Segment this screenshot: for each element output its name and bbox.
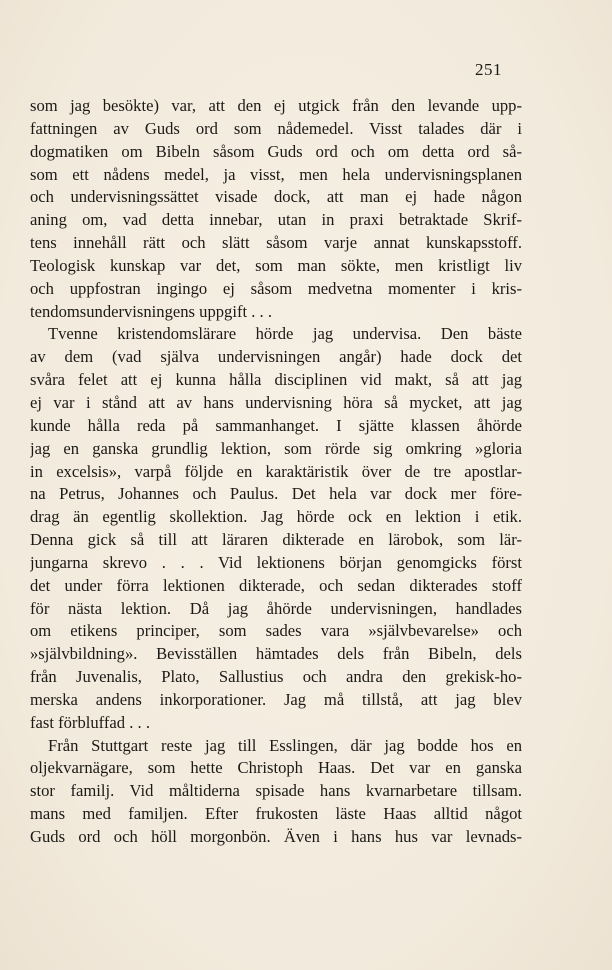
text-line: oljekvarnägare, som hette Christoph Haas. Det var en ganska	[30, 758, 522, 778]
text-line: och uppfostran ingingo ej såsom medvetna momenter i kris-	[30, 278, 522, 298]
text-line: Guds ord och höll morgonbön. Även i hans hus var levnads-	[30, 827, 522, 846]
text-line: mans med familjen. Efter frukosten läste Haas alltid något	[30, 804, 522, 824]
text-line: tens innehåll rätt och slätt såsom varje annat kunskapsstoff.	[30, 233, 522, 253]
text-line: Från Stuttgart reste jag till Esslingen, där jag bodde hos en	[48, 735, 522, 755]
page-number: 251	[475, 60, 502, 79]
text-line: från Juvenalis, Plato, Sallustius och andra den grekisk-ho-	[30, 667, 522, 687]
text-line: för nästa lektion. Då jag åhörde undervisningen, handlades	[30, 598, 522, 618]
text-line: om etikens principer, som sades vara »självbevarelse» och	[30, 621, 522, 641]
text-line: merska andens inkorporationer. Jag må tillstå, att jag blev	[30, 689, 522, 709]
text-line: na Petrus, Johannes och Paulus. Det hela var dock mer före-	[30, 484, 522, 504]
text-line: dogmatiken om Bibeln såsom Guds ord och om detta ord så-	[30, 141, 522, 161]
text-line: det under förra lektionen dikterade, och sedan dikterades stoff	[30, 575, 522, 595]
text-line: fattningen av Guds ord som nådemedel. Visst talades där i	[30, 118, 522, 138]
text-line: och undervisningssättet visade dock, att man ej hade någon	[30, 187, 522, 207]
text-line: Denna gick så till att läraren dikterade en lärobok, som lär-	[30, 530, 522, 550]
text-line: av dem (vad själva undervisningen angår) hade dock det	[30, 347, 522, 367]
text-line: som jag besökte) var, att den ej utgick från den levande upp-	[30, 96, 522, 115]
text-line: »självbildning». Bevisställen hämtades dels från Bibeln, dels	[30, 644, 522, 664]
text-line: drag än egentlig skollektion. Jag hörde ock en lektion i etik.	[30, 507, 522, 527]
text-line: jag en ganska grundlig lektion, som rörde sig omkring »gloria	[30, 438, 522, 458]
text-line: jungarna skrevo . . . Vid lektionens början genomgicks först	[30, 552, 522, 572]
text-line: svåra felet att ej kunna hålla disciplinen vid makt, så att jag	[30, 370, 522, 390]
text-line: aning om, vad detta innebar, utan in praxi betraktade Skrif-	[30, 210, 522, 230]
text-line: in excelsis», varpå följde en karaktäristik över de tre apostlar-	[30, 461, 522, 481]
text-line: stor familj. Vid måltiderna spisade hans kvarnarbetare tillsam.	[30, 781, 522, 801]
text-line: Teologisk kunskap var det, som man sökte, men kristligt liv	[30, 255, 522, 275]
text-line: som ett nådens medel, ja visst, men hela undervisningsplanen	[30, 164, 522, 184]
text-line: fast förbluffad . . .	[30, 712, 150, 732]
text-line: ej var i stånd att av hans undervisning höra så mycket, att jag	[30, 392, 522, 412]
text-line: tendomsundervisningens uppgift . . .	[30, 301, 272, 321]
text-line: kunde hålla reda på sammanhanget. I sjätte klassen åhörde	[30, 415, 522, 435]
text-line: Tvenne kristendomslärare hörde jag undervisa. Den bäste	[48, 324, 522, 344]
body-text	[30, 95, 522, 849]
